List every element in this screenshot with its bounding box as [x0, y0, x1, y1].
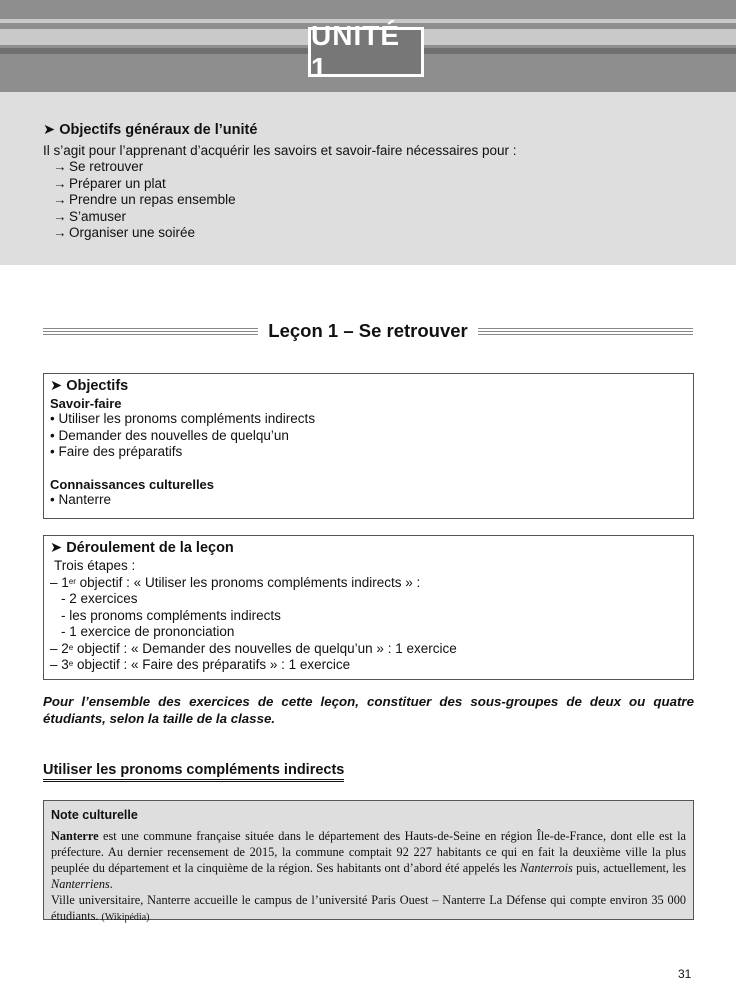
cultural-note-paragraph-1: Nanterre est une commune française située dans le département des Hauts-de-Seine en région Île-de-France, dont elle est la préfecture. Au dernier recensement de 2015, la commune comptait 92 227 habitants ce qui en fait la deuxième ville la plus peuplée du département et la cinquième de la région. Ses habitants ont d’abord été appelés les Nanterrois puis, actuellement, les Nanterriens. [51, 829, 686, 891]
objective-2: – 2e objectif : « Demander des nouvelles de quelqu’un » : 1 exercice [50, 640, 457, 656]
lesson-flow-intro: Trois étapes : [54, 558, 136, 573]
objectives-box [43, 373, 694, 519]
list-item: • Nanterre [50, 491, 112, 507]
heading-rule-right [478, 328, 693, 335]
right-arrow-icon: → [53, 159, 67, 174]
lesson-heading-row [43, 318, 693, 344]
section-title: Utiliser les pronoms compléments indirects [43, 762, 344, 782]
list-item: • Utiliser les pronoms compléments indirects [50, 411, 316, 426]
list-item: • Faire des préparatifs [50, 444, 183, 459]
triangle-bullet-icon: ➤ [43, 122, 56, 138]
right-arrow-icon: → [53, 192, 67, 207]
triangle-bullet-icon: ➤ [50, 378, 63, 394]
objective-1: – 1er objectif : « Utiliser les pronoms compléments indirects » : [50, 574, 421, 590]
lesson-flow-box [43, 535, 694, 680]
objectives-heading: ➤ Objectifs [50, 378, 129, 394]
culture-label: Connaissances culturelles [50, 476, 215, 492]
list-item: - les pronoms compléments indirects [61, 607, 281, 623]
list-item: → Prendre un repas ensemble [53, 192, 236, 207]
general-objectives-list [53, 159, 236, 242]
group-instruction: Pour l’ensemble des exercices de cette leçon, constituer des sous-groupes de deux ou quatre étudiants, selon la taille de la classe. [43, 694, 694, 726]
general-objectives-panel [0, 92, 736, 265]
lesson-title: Leçon 1 – Se retrouver [268, 320, 468, 341]
lesson-flow-heading: ➤ Déroulement de la leçon [50, 540, 234, 556]
cultural-note-paragraph-2: Ville universitaire, Nanterre accueille le campus de l’université Paris Ouest – Nanterre La Défense qui compte environ 35 000 étudiants. (Wikipédia) [51, 893, 686, 923]
objective-3: – 3e objectif : « Faire des préparatifs » : 1 exercice [50, 657, 351, 672]
heading-rule-left [43, 328, 258, 335]
general-objectives-heading: ➤ Objectifs généraux de l’unité [43, 122, 258, 138]
savoir-faire-label: Savoir-faire [50, 396, 122, 411]
page-number: 31 [678, 967, 692, 981]
list-item: - 1 exercice de prononciation [61, 624, 235, 639]
list-item: - 2 exercices [61, 591, 138, 606]
unit-title: UNITÉ 1 [311, 20, 400, 83]
general-objectives-intro: Il s’agit pour l’apprenant d’acquérir les savoirs et savoir-faire nécessaires pour : [43, 143, 517, 158]
right-arrow-icon: → [53, 208, 67, 224]
unit-banner [0, 0, 736, 92]
right-arrow-icon: → [53, 175, 67, 191]
list-item: → Se retrouver [53, 159, 144, 174]
cultural-note-heading: Note culturelle [51, 808, 138, 822]
list-item: • Demander des nouvelles de quelqu’un [50, 427, 289, 443]
list-item: → Organiser une soirée [53, 225, 196, 240]
triangle-bullet-icon: ➤ [50, 540, 63, 556]
list-item: → S’amuser [53, 208, 127, 224]
list-item: → Préparer un plat [53, 175, 166, 191]
right-arrow-icon: → [53, 225, 67, 240]
cultural-note-box [43, 800, 694, 923]
unit-title-box [308, 20, 424, 83]
